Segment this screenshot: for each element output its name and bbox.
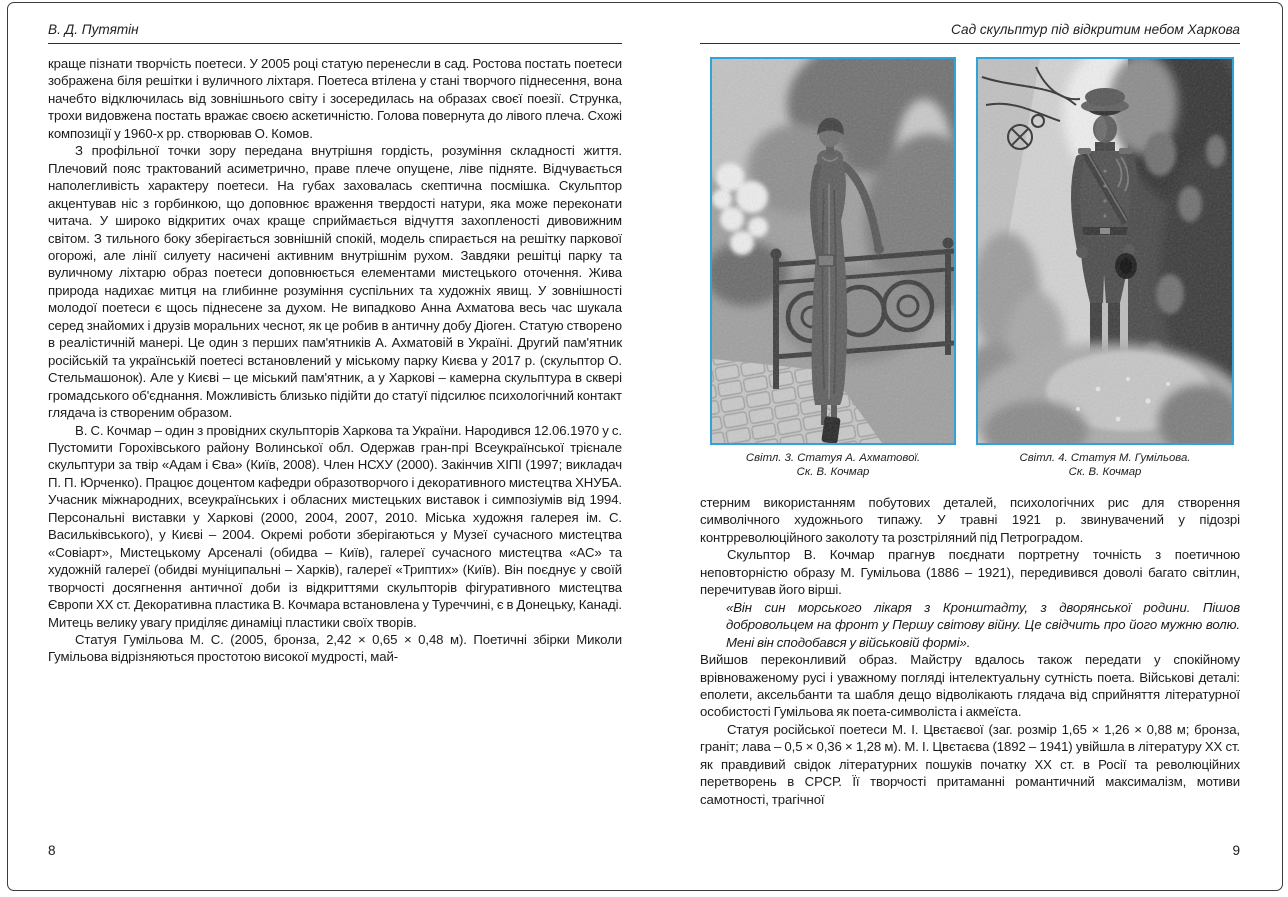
figure-akhmatova	[710, 57, 956, 479]
figure-gumilyov	[976, 57, 1234, 479]
figure-caption	[710, 452, 956, 479]
figure-row	[710, 57, 1240, 479]
quote-paragraph: «Він син морського лікаря з Кронштадту, з дворянської родини. Пішов добровольцем на фронт у Першу світову війну. Це свідчить про його мужню волю. Мені він сподобався у військовій формі».	[726, 599, 1240, 650]
right-running-head: Сад скульптур під відкритим небом Харкова	[700, 22, 1240, 44]
body-paragraph: З профільної точки зору передана внутрішня гордість, розуміння складності життя. Плечовий пояс трактований асиметрично, праве плече опущене, ліве підняте. Відчувається наполегливість характеру поетеси. На губах заховалась скептична посмішка. Скульптор акцентував ніс з горбинкою, що доповнює враження твердості натури, яка може переконати читача. У широко відкритих очах краще сприймається відчуття захопленості дивовижним світом. З тильного боку зберігається зовнішній спокій, модель спирається на решітку паркової огорожі, але лінії силуету насичені активним внутрішнім рухом. Завдяки решітці парку та вуличному ліхтарю образ поетеси доповнюється елементами мистецького оточення. Жива природа надихає митця на глибинне розуміння суспільних та художніх явищ. У зовнішності молодої поетеси є щось піднесене за духом. Не випадково Анна Ахматова весь час шукала серед знайомих і друзів моральних чеснот, як це робив в античну добу Діоген. Статую створено в реалістичній манері. Це один з перших пам'ятників А. Ахматовій в Україні. Другий пам'ятник російській та українській поетесі встановлений у міському парку Києва у 2017 р. (скульптор О. Стельмашонок). Але у Києві – це міський пам'ятник, а у Харкові – камерна скульптура в сквері громадського об'єднання. Можливість близько підійти до статуї підсилює психологічний контакт глядача із створеним образом.	[48, 143, 622, 421]
body-paragraph: краще пізнати творчість поетеси. У 2005 році статую перенесли в сад. Ростова постать поетеси зображена біля решітки і вуличного ліхтаря. Поетеса втілена у стані творчого піднесення, вона начебто відключилась від зовнішнього світу і зосередилась на образах своєї поезії. Струнка, трохи видовжена постать вражає своєю аскетичністю. Голова повернута до лівого плеча. Схожі композиції у 1960-х рр. створював О. Комов.	[48, 56, 622, 141]
left-body-text	[48, 55, 622, 666]
left-running-head: В. Д. Путятін	[48, 22, 622, 44]
body-paragraph: Статуя Гумільова М. С. (2005, бронза, 2,42 × 0,65 × 0,48 м). Поетичні збірки Миколи Гумільова відрізняються простотою високої мудрості, май-	[48, 631, 622, 665]
akhmatova-photo	[710, 57, 956, 445]
body-paragraph: Статуя російської поетеси М. І. Цвєтаєвої (заг. розмір 1,65 × 1,26 × 0,88 м; бронза, граніт; лава – 0,5 × 0,36 × 1,28 м). М. І. Цвєтаєва (1892 – 1941) увійшла в літературу ХХ ст. як правдивий свідок літературних пошуків початку ХХ ст. в Росії та революційних перетворень в СРСР. Її творчості притаманні романтичний максималізм, мотиви самотності, трагічної	[700, 721, 1240, 807]
akhmatova-statue-illustration	[712, 59, 954, 443]
caption-line: Світл. 4. Статуя М. Гумільова.	[1019, 452, 1191, 464]
right-page	[700, 22, 1240, 808]
caption-line: Ск. В. Кочмар	[1068, 465, 1142, 478]
figure-caption	[976, 452, 1234, 479]
body-paragraph: Вийшов переконливий образ. Майстру вдалось також передати у спокійному врівноваженому русі і уважному погляді інтелектуальну сутність поета. Військові деталі: еполети, аксельбанти та шабля дещо відволікають глядача від сприйняття літературної особистості Гумільова як поета-символіста і акмеїста.	[700, 652, 1240, 720]
body-paragraph: стерним використанням побутових деталей, психологічних рис для створення символічного художнього типажу. У травні 1921 р. звинувачений у підозрі контрреволюційного заколоту та розстріляний під Петроградом.	[700, 495, 1240, 545]
caption-line: Світл. 3. Статуя А. Ахматової.	[745, 452, 921, 464]
caption-line: Ск. В. Кочмар	[796, 465, 870, 478]
body-paragraph: Скульптор В. Кочмар прагнув поєднати портретну точність з поетичною неповторністю образу М. Гумільова (1886 – 1921), передивився доволі багато світлин, перечитував його вірші.	[700, 547, 1240, 598]
right-body-text	[700, 494, 1240, 808]
left-page	[48, 22, 622, 666]
gumilyov-statue-illustration	[978, 59, 1232, 443]
right-page-number: 9	[1232, 843, 1240, 858]
left-page-number: 8	[48, 843, 56, 858]
gumilyov-photo	[976, 57, 1234, 445]
body-paragraph: В. С. Кочмар – один з провідних скульпторів Харкова та України. Народився 12.06.1970 у с. Пустомити Горохівського району Волинської обл. Одержав гран-прі Всеукраїнської трієнале скульптури за твір «Адам і Єва» (Київ, 2008). Член НСХУ (2000). Закінчив ХІПІ (1997; викладач П. П. Юрченко). Працює доцентом кафедри образотворчого і декоративного мистецтва ХНУБА. Учасник міжнародних, всеукраїнських і обласних мистецьких виставок і симпозіумів від 1994. Персональні виставки у Харкові (2000, 2004, 2007, 2010. Міська художня галерея ім. С. Васильківського), у Києві – 2004. Окремі роботи зберігаються у Музеї сучасного мистецтва «Совіарт», Мистецькому Арсеналі (обидва – Київ), галереї сучасного мистецтва «АС» та художній галереї (обидві муніципальні – Харків), галереї «Триптих» (Київ). Він поєднує у своїй творчості досягнення античної доби із відкриттями скульпторів фігуративного мистецтва Європи ХХ ст. Декоративна пластика В. Кочмара встановлена у Туреччині, є в Донецьку, Канаді. Митець велику увагу приділяє динаміці пластики своїх творів.	[48, 422, 622, 630]
